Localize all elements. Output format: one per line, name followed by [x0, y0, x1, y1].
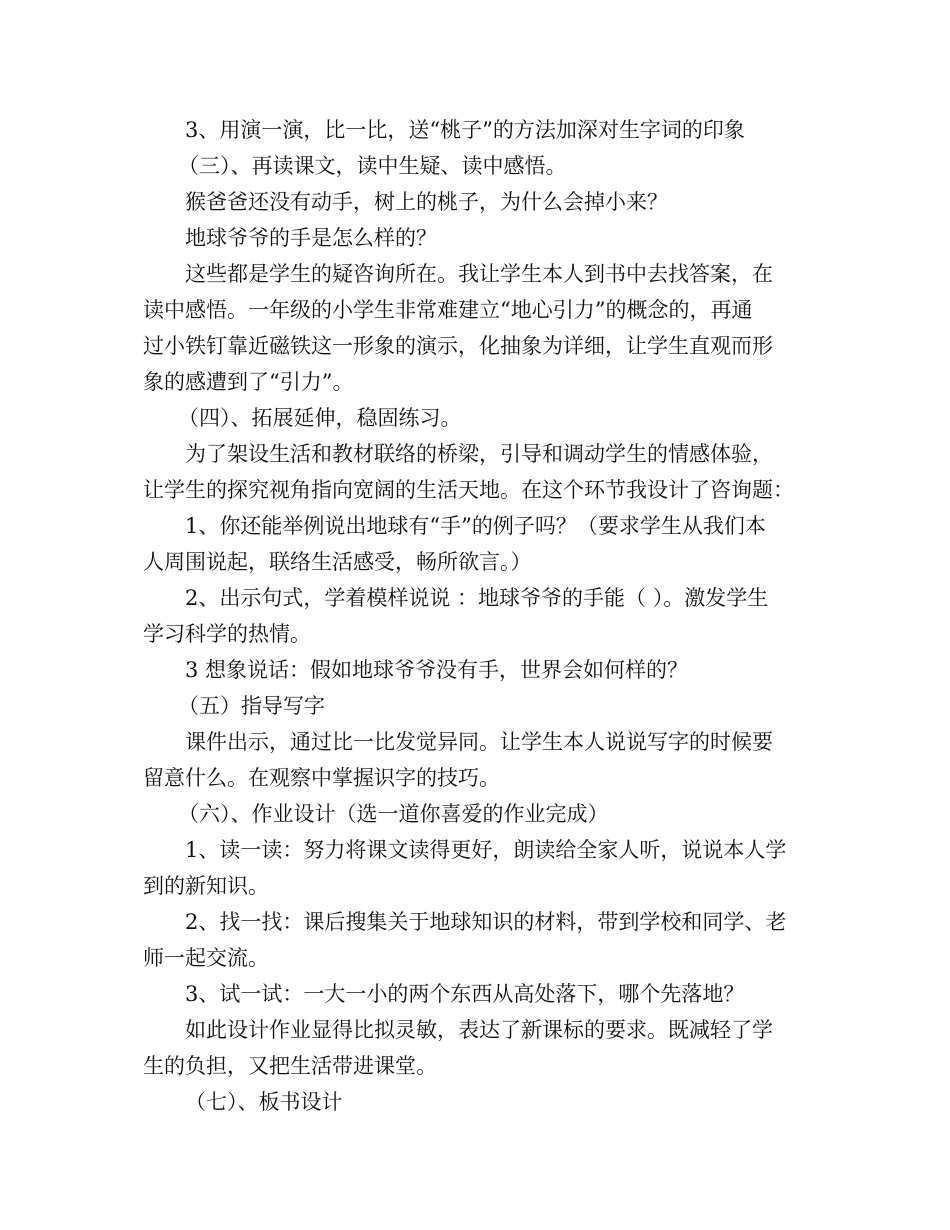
list-item: 1、你还能举例说出地球有“手”的例子吗？（要求学生从我们本 — [185, 514, 766, 538]
text-line: 猴爸爸还没有动手，树上的桃子，为什么会掉小来？ — [185, 190, 668, 214]
paragraph-line: 为了架设生活和教材联络的桥梁，引导和调动学生的情感体验， — [185, 442, 773, 466]
list-item: 2、出示句式，学着模样说说 ：地球爷爷的手能（ ）。激发学生 — [185, 586, 769, 610]
paragraph-line: 读中感悟。一年级的小学生非常难建立“地心引力”的概念的，再通 — [143, 298, 753, 322]
section-heading: （六）、作业设计（选一道你喜爱的作业完成） — [178, 802, 609, 826]
paragraph-line: 让学生的探究视角指向宽阔的生活天地。在这个环节我设计了咨询题： — [143, 478, 794, 502]
list-item: 3 想象说话：假如地球爷爷没有手，世界会如何样的？ — [185, 658, 689, 682]
text-line: 地球爷爷的手是怎么样的？ — [185, 226, 437, 250]
section-heading: （四）、拓展延伸，稳固练习。 — [178, 406, 462, 430]
section-heading: （三）、再读课文，读中生疑、读中感悟。 — [178, 154, 567, 178]
paragraph-line: 课件出示，通过比一比发觉异同。让学生本人说说写字的时候要 — [185, 730, 773, 754]
paragraph-line: 学习科学的热情。 — [143, 622, 311, 646]
text-line: 3、用演一演，比一比，送“桃子”的方法加深对生字词的印象 — [185, 118, 745, 142]
paragraph-line: 留意什么。在观察中掌握识字的技巧。 — [143, 766, 500, 790]
paragraph-line: 师一起交流。 — [143, 946, 269, 970]
paragraph-line: 到的新知识。 — [143, 874, 269, 898]
section-heading: （七）、板书设计 — [185, 1090, 343, 1114]
list-item: 1、读一读：努力将课文读得更好，朗读给全家人听，说说本人学 — [185, 838, 787, 862]
paragraph-line: 象的感遭到了“引力”。 — [143, 370, 354, 394]
paragraph-line: 如此设计作业显得比拟灵敏，表达了新课标的要求。既减轻了学 — [185, 1018, 773, 1042]
list-item: 3、试一试：一大一小的两个东西从高处落下，哪个先落地？ — [185, 982, 745, 1006]
section-heading: （五）指导写字 — [178, 694, 325, 718]
paragraph-line: 生的负担，又把生活带进课堂。 — [143, 1054, 437, 1078]
paragraph-line: 过小铁钉靠近磁铁这一形象的演示，化抽象为详细，让学生直观而形 — [143, 334, 773, 358]
paragraph-line: 人周围说起，联络生活感受，畅所欲言。） — [143, 550, 532, 574]
list-item: 2、找一找：课后搜集关于地球知识的材料，带到学校和同学、老 — [185, 910, 787, 934]
paragraph-line: 这些都是学生的疑咨询所在。我让学生本人到书中去找答案，在 — [185, 262, 773, 286]
